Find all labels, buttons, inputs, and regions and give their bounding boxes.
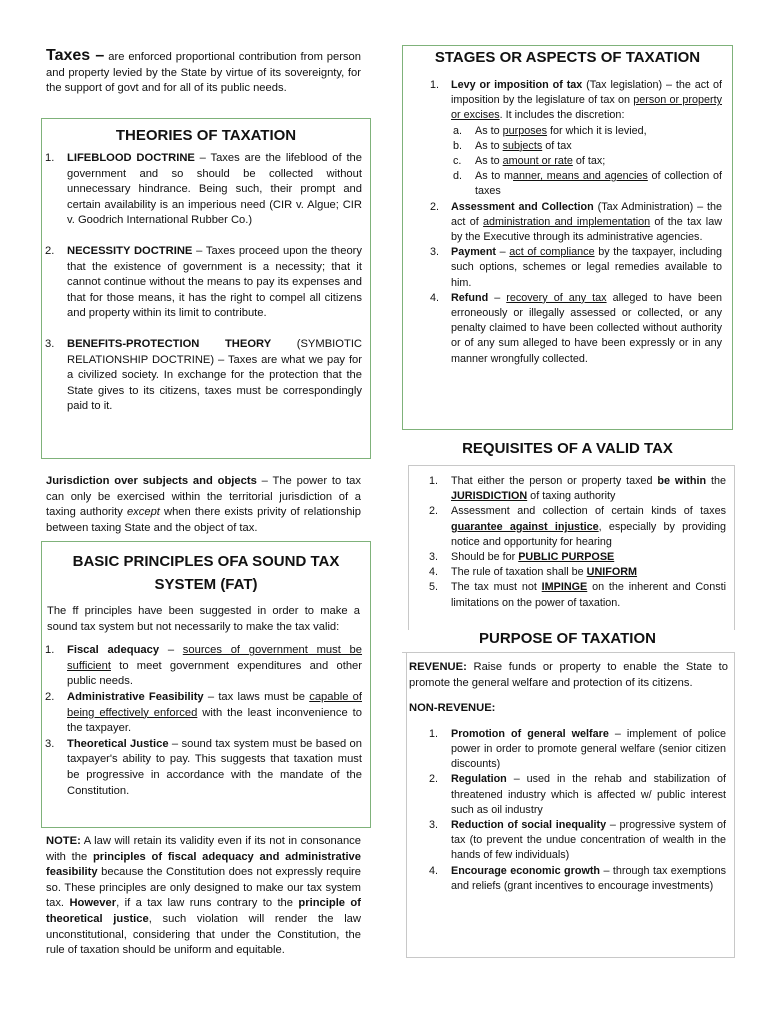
stages-title: STAGES OR ASPECTS OF TAXATION <box>434 49 701 66</box>
requisite-bold: be within <box>657 475 707 487</box>
purpose-item <box>407 727 734 773</box>
stage-num: 3. <box>430 246 440 259</box>
stage-text-2: of the tax law by the Executive through its administrative agencies. <box>451 215 722 244</box>
theories-box <box>41 118 371 459</box>
theory-head: LIFEBLOOD DOCTRINE <box>67 152 195 164</box>
principle-text: – <box>159 644 183 657</box>
taxes-definition <box>46 48 361 97</box>
taxes-term: Taxes – <box>46 47 105 64</box>
levy-subtext: As to <box>475 155 503 168</box>
purpose-head: Encourage economic growth <box>451 864 601 877</box>
levy-subunderline: subjects <box>502 139 543 152</box>
stage-assessment <box>403 200 732 246</box>
principle-num: 1. <box>45 644 55 657</box>
principle-item <box>42 643 370 690</box>
stage-text: (Tax legislation) – the act of imposition by the legislature of tax on <box>451 79 722 107</box>
principle-text: – sound tax system must be based on taxpayer's ability to pay. This suggests that taxation must be progressive in accordance with the mandate of the Constitution. <box>67 737 362 797</box>
requisite-text-3: on the inherent and Consti limitations on the power of taxation. <box>451 581 726 609</box>
principles-list <box>42 643 370 799</box>
levy-sublist <box>453 124 722 200</box>
requisites-title: REQUISITES OF A VALID TAX <box>462 440 673 457</box>
levy-subtext-2: for which it is levied, <box>547 124 647 137</box>
note-label: NOTE: <box>46 835 81 847</box>
purpose-title: PURPOSE OF TAXATION <box>479 630 656 647</box>
requisite-keyword: IMPINGE <box>541 581 588 594</box>
stage-levy <box>403 78 732 200</box>
theory-num: 2. <box>45 244 55 257</box>
requisite-num: 1. <box>429 475 439 487</box>
levy-subtext: As to m <box>475 170 514 183</box>
purpose-text: – through tax exemptions and reliefs (grant incentives to encourage investments) <box>451 864 726 892</box>
levy-subitem <box>453 169 722 199</box>
levy-subletter: b. <box>453 139 463 152</box>
requisite-text: Assessment and collection of certain kinds of taxes <box>451 505 726 518</box>
requisites-list <box>409 474 734 611</box>
theory-text: – Taxes proceed upon the theory that the existence of government is a necessity; that it cannot continue without the means to pay its expenses and that for those means, it has the right to compel all citizens and property within its limit to contribute. <box>67 244 362 320</box>
purpose-text: – progressive system of tax (to prevent the undue concentration of wealth in the hands of few individuals) <box>451 819 726 862</box>
levy-subunderline: anner, means and agencies <box>513 170 648 183</box>
principle-head: Administrative Feasibility <box>67 690 204 703</box>
principle-text-2: with the least inconvenience to the taxpayer. <box>67 706 362 735</box>
stage-underline: administration and implementation <box>483 215 651 228</box>
levy-subletter: d. <box>453 170 463 183</box>
purpose-list <box>407 727 734 894</box>
requisite-num: 4. <box>429 566 439 579</box>
stage-head: Refund <box>451 291 489 304</box>
purpose-num: 2. <box>429 773 439 786</box>
stage-text: – <box>488 291 507 304</box>
levy-subtext-2: of tax; <box>572 155 606 168</box>
note-text-1: A law will retain its validity even if its not in consonance with the <box>46 835 361 863</box>
stage-payment <box>403 245 732 291</box>
stage-refund <box>403 291 732 367</box>
requisite-num: 2. <box>429 505 439 518</box>
revenue-paragraph <box>409 660 728 691</box>
requisite-item <box>409 550 734 565</box>
taxes-def: are enforced proportional contribution from person and property levied by the State by virtue of its sovereignty, for the support of govt and for all of its public needs. <box>46 51 361 95</box>
principle-num: 2. <box>45 690 55 703</box>
levy-subitem <box>453 154 722 169</box>
jurisdiction-text: – The power to tax can only be exercised within the territorial jurisdiction of a taxing authority <box>46 475 361 519</box>
stage-text-2: alleged to have been erroneously or illegally assessed or collected, or any penalty claimed to have been collected without authority or of any sum alleged to have been expressly or in any manner wrongfully collected. <box>451 291 722 365</box>
requisite-text: Should be for <box>451 551 519 564</box>
stage-head: Payment <box>451 246 497 259</box>
requisite-keyword: JURISDICTION <box>451 490 528 503</box>
stage-text-2: . It includes the discretion: <box>499 109 625 122</box>
levy-subtext-2: of collection of taxes <box>475 170 722 198</box>
theory-item <box>42 244 370 322</box>
theory-text: – Taxes are the lifeblood of the government and so should be collected without unnecessary hindrance. Being such, their prompt and certain availability is an imperious need (CIR v. Algue; CIR v. Goodrich International Rubber Co.) <box>67 152 362 227</box>
stages-box <box>402 45 733 430</box>
principle-text-2: to meet government expenditures and other public needs. <box>67 659 362 688</box>
theory-num: 3. <box>45 337 55 350</box>
note-text-3: , if a tax law runs contrary to the <box>116 897 299 910</box>
levy-subitem <box>453 124 722 139</box>
requisite-keyword: guarantee against injustice <box>451 520 599 533</box>
purpose-head: Regulation <box>451 773 507 786</box>
revenue-label: REVENUE: <box>409 661 467 673</box>
requisite-text-3: , especially by providing notice and opportunity for hearing <box>451 520 726 548</box>
principle-head: Fiscal adequacy <box>67 644 160 657</box>
revenue-text: Raise funds or property to enable the State to promote the general welfare and protection of its citizens. <box>409 661 728 689</box>
purpose-head: Reduction of social inequality <box>451 819 607 831</box>
principle-head: Theoretical Justice <box>67 737 169 750</box>
principle-num: 3. <box>45 737 55 750</box>
levy-subletter: c. <box>453 155 462 168</box>
principle-text: – tax laws must be <box>203 690 310 703</box>
requisite-text: That either the person or property taxed <box>451 475 658 487</box>
purpose-num: 4. <box>429 864 439 877</box>
purpose-item <box>407 864 734 894</box>
levy-subunderline: purposes <box>502 124 548 137</box>
requisite-item <box>409 474 734 504</box>
principle-item <box>42 737 370 799</box>
principle-underline: capable of being effectively enforced <box>67 690 362 719</box>
purpose-num: 1. <box>429 727 439 740</box>
purpose-item <box>407 772 734 818</box>
theory-item <box>42 337 370 415</box>
stage-num: 4. <box>430 291 440 304</box>
requisite-item <box>409 580 734 610</box>
requisite-text: The rule of taxation shall be <box>451 566 587 579</box>
jurisdiction-paragraph <box>46 474 361 536</box>
note-bold-2: However <box>69 897 117 910</box>
principles-intro: The ff principles have been suggested in order to make a sound tax system but not necessarily to make the tax valid: <box>47 605 360 633</box>
theories-title: THEORIES OF TAXATION <box>115 127 297 144</box>
purpose-text: – used in the rehab and stabilization of threatened industry which is affected w/ public interest such as oil industry <box>451 773 726 816</box>
stage-text-2: by the taxpayer, including such options, schemes or legal remedies available to him. <box>451 246 722 289</box>
requisite-text: The tax must not <box>451 581 542 594</box>
purpose-box <box>406 652 735 958</box>
principle-underline: sources of government must be sufficient <box>67 644 363 672</box>
note-text-4: , such violation will render the law unconstitutional, considering that under the Constitution, the rule of taxation should be uniform and equitable. <box>46 912 361 957</box>
principles-box <box>41 541 371 828</box>
theory-num: 1. <box>45 152 55 164</box>
purpose-head: Promotion of general welfare <box>451 727 609 740</box>
purpose-num: 3. <box>429 819 439 831</box>
requisite-keyword: PUBLIC PURPOSE <box>518 551 615 564</box>
jurisdiction-head: Jurisdiction over subjects and objects <box>46 475 257 487</box>
theory-head: NECESSITY DOCTRINE <box>67 244 193 257</box>
jurisdiction-text-2: when there exists privity of relationship between taxing State and the object of tax. <box>46 506 361 534</box>
stage-head: Levy or imposition of tax <box>451 79 583 91</box>
stage-text: – <box>496 246 510 259</box>
stage-num: 1. <box>430 79 440 91</box>
levy-subtext: As to <box>475 139 503 152</box>
theory-text: (SYMBIOTIC RELATIONSHIP DOCTRINE) – Taxes are what we pay for a civilized society. In exchange for the protection that the State gives to its citizens, taxes must be correspondingly paid to it. <box>67 337 363 413</box>
stage-head: Assessment and Collection <box>451 200 594 213</box>
stage-text: (Tax Administration) – the act of <box>451 200 722 228</box>
requisite-num: 3. <box>429 551 439 564</box>
principle-item <box>42 690 370 737</box>
requisite-item <box>409 565 734 580</box>
requisites-box <box>408 465 735 630</box>
levy-subtext: As to <box>475 124 503 137</box>
levy-subletter: a. <box>453 124 463 137</box>
stages-list <box>403 78 732 367</box>
note-text-2: because the Constitution does not expressly require so. These principles are only designed to make our tax system tax. <box>46 866 361 910</box>
stage-underline: act of compliance <box>509 246 595 259</box>
stage-underline: recovery of any tax <box>506 291 607 304</box>
theories-list <box>42 151 370 415</box>
levy-subitem <box>453 139 722 154</box>
nonrevenue-label-text: NON-REVENUE: <box>409 702 496 715</box>
purpose-item <box>407 818 734 864</box>
theory-head: BENEFITS-PROTECTION THEORY <box>67 337 272 350</box>
note-bold-1: principles of fiscal adequacy and administrative feasibility <box>46 850 361 879</box>
requisite-keyword: UNIFORM <box>586 566 638 579</box>
jurisdiction-except: except <box>126 506 160 519</box>
requisite-text-2: the <box>706 475 726 487</box>
requisite-text-3: of taxing authority <box>527 490 616 503</box>
requisite-item <box>409 504 734 550</box>
note-bold-3: principle of theoretical justice <box>46 897 361 925</box>
levy-subtext-2: of tax <box>542 139 572 152</box>
levy-subunderline: amount or rate <box>502 155 573 168</box>
requisite-num: 5. <box>429 581 439 594</box>
note-paragraph <box>46 834 361 959</box>
stage-num: 2. <box>430 200 440 213</box>
stage-underline: person or property or excises <box>451 94 722 122</box>
nonrevenue-label <box>409 701 734 717</box>
theory-item <box>42 151 370 229</box>
purpose-text: – implement of police power in order to promote general welfare (senior citizen discounts) <box>451 727 726 771</box>
principles-title: BASIC PRINCIPLES OFA SOUND TAX SYSTEM (FAT) <box>72 553 340 593</box>
